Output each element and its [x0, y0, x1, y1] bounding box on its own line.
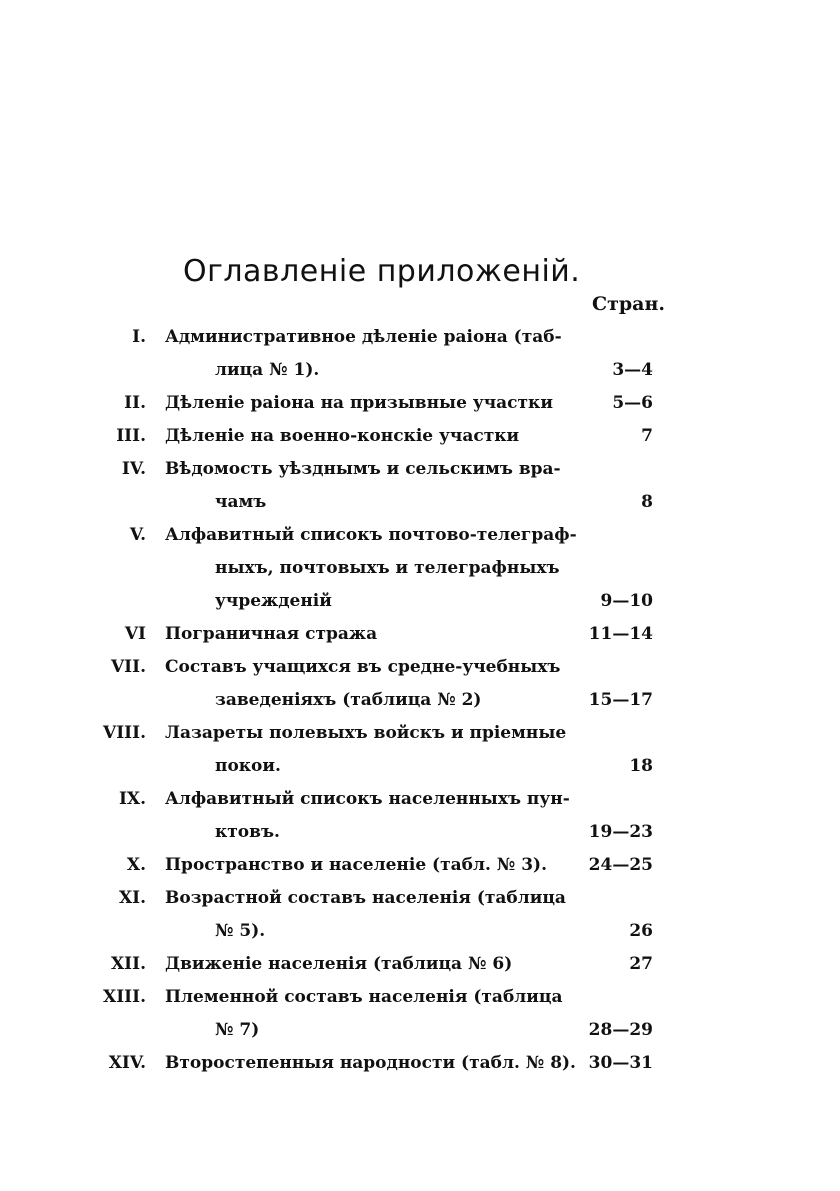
toc-entry	[0, 888, 840, 941]
toc-entry-text: № 7)	[215, 1020, 260, 1040]
toc-entry-text: Дѣленіе раіона на призывные участки	[165, 393, 553, 413]
toc-entry	[0, 954, 840, 988]
toc-entry-page: 28—29	[588, 1020, 653, 1040]
toc-entry	[0, 723, 840, 776]
toc-entry-page: 7	[641, 426, 653, 446]
toc-entry	[0, 426, 840, 460]
toc-entry-text: Вѣдомость уѣзднымъ и сельскимъ вра-	[165, 459, 561, 479]
toc-entry-text: ныхъ, почтовыхъ и телеграфныхъ	[215, 558, 560, 578]
toc-entry-page: 3—4	[612, 360, 653, 380]
toc-entry-page: 15—17	[588, 690, 653, 710]
toc-entry-page: 8	[641, 492, 653, 512]
toc-entry-text: Пространство и населеніе (табл. № 3).	[165, 855, 547, 875]
toc-entry-page: 30—31	[588, 1053, 653, 1073]
toc-entry-numeral: XIV.	[108, 1053, 146, 1073]
toc-entry-text: Возрастной составъ населенія (таблица	[165, 888, 566, 908]
toc-entry	[0, 624, 840, 658]
toc-entry-numeral: V.	[129, 525, 146, 545]
toc-entry-text: Административное дѣленіе раіона (таб-	[165, 327, 562, 347]
toc-entry-text: учрежденій	[215, 591, 332, 611]
toc-entry-numeral: VIII.	[103, 723, 146, 743]
toc-entry-text: Составъ учащихся въ средне-учебныхъ	[165, 657, 561, 677]
toc-entry-text: чамъ	[215, 492, 267, 512]
toc-entry-numeral: VII.	[110, 657, 146, 677]
toc-entry-text: заведеніяхъ (таблица № 2)	[215, 690, 482, 710]
toc-entry-numeral: X.	[126, 855, 146, 875]
toc-entry	[0, 1053, 840, 1087]
toc-entry-page: 5—6	[612, 393, 653, 413]
toc-entry	[0, 855, 840, 889]
toc-entry	[0, 657, 840, 710]
toc-entry	[0, 789, 840, 842]
toc-entry-page: 27	[629, 954, 653, 974]
toc-entry-text: № 5).	[215, 921, 266, 941]
toc-entry-text: Второстепенныя народности (табл. № 8).	[165, 1053, 576, 1073]
toc-entry-numeral: IX.	[118, 789, 146, 809]
toc-entry-page: 26	[629, 921, 653, 941]
toc-entry-numeral: III.	[116, 426, 146, 446]
toc-entry-numeral: II.	[124, 393, 146, 413]
toc-entry-page: 9—10	[600, 591, 653, 611]
toc-entry-text: Алфавитный списокъ почтово-телеграф-	[165, 525, 577, 545]
toc-entry	[0, 987, 840, 1040]
toc-entry-text: Пограничная стража	[165, 624, 378, 644]
toc-entry-text: Лазареты полевыхъ войскъ и пріемные	[165, 723, 567, 743]
toc-entry	[0, 327, 840, 380]
toc-entry-numeral: I.	[132, 327, 146, 347]
toc-entry-page: 24—25	[588, 855, 653, 875]
toc-entry-page: 19—23	[588, 822, 653, 842]
toc-entry	[0, 393, 840, 427]
toc-entry-page: 18	[629, 756, 653, 776]
toc-entry	[0, 525, 840, 611]
toc-entry-text: лица № 1).	[215, 360, 320, 380]
toc-entry	[0, 459, 840, 512]
toc-entry-text: Движеніе населенія (таблица № 6)	[165, 954, 513, 974]
page-title: Оглавленіе приложеній.	[183, 254, 581, 289]
toc-entry-numeral: XI.	[118, 888, 146, 908]
toc-entry-numeral: XIII.	[103, 987, 146, 1007]
toc-entry-text: Алфавитный списокъ населенныхъ пун-	[165, 789, 570, 809]
toc-entry-numeral: IV.	[121, 459, 146, 479]
toc-entry-numeral: XII.	[110, 954, 146, 974]
page-column-heading: Стран.	[591, 293, 665, 315]
toc-entry-text: Племенной составъ населенія (таблица	[165, 987, 563, 1007]
toc-entry-text: ктовъ.	[215, 822, 280, 842]
toc-entry-text: Дѣленіе на военно-конскіе участки	[165, 426, 520, 446]
toc-entry-text: покои.	[215, 756, 281, 776]
toc-entry-page: 11—14	[588, 624, 653, 644]
toc-entry-numeral: VI	[124, 624, 146, 644]
